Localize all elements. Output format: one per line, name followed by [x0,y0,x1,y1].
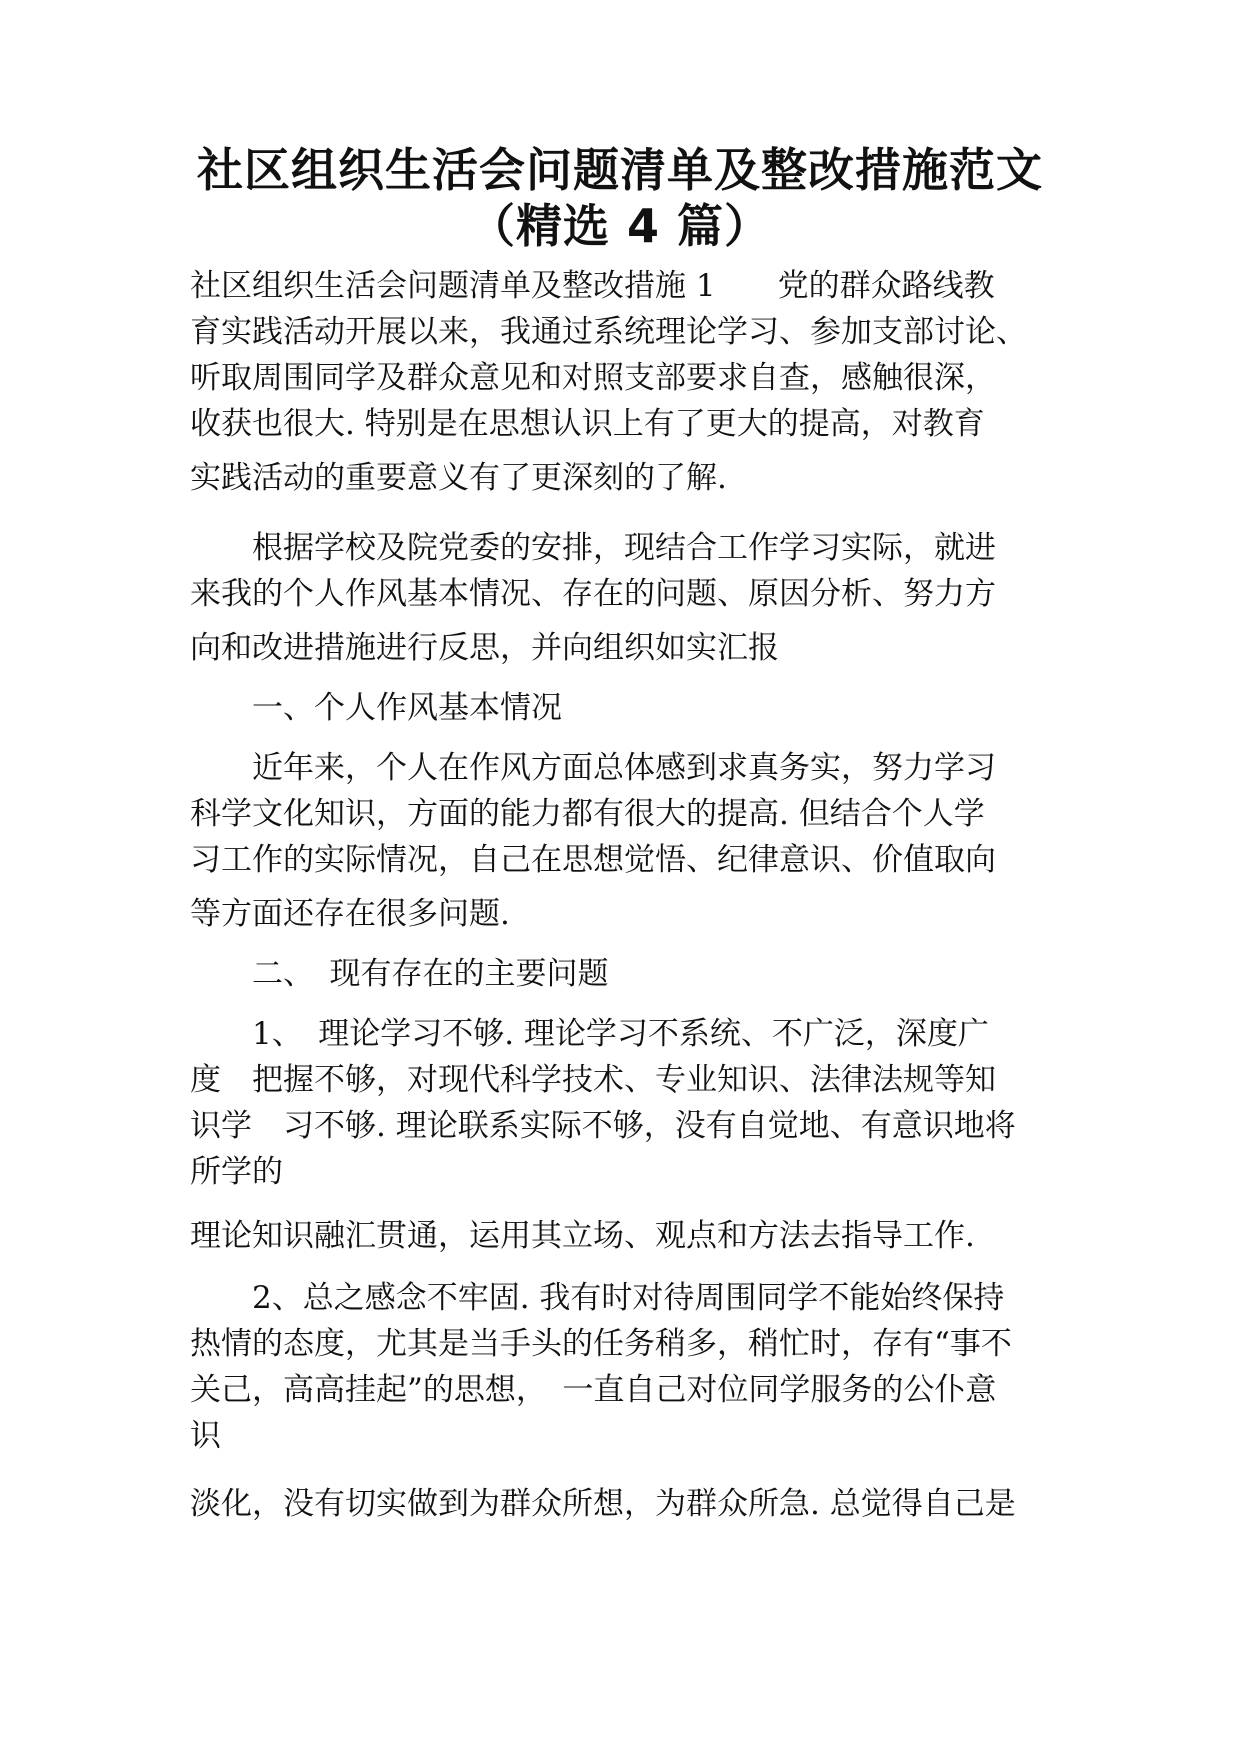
body-line: 淡化，没有切实做到为群众所想，为群众所急. 总觉得自己是 [190,1486,1016,1522]
section-heading: 二、 现有存在的主要问题 [190,956,609,992]
body-line: 听取周围同学及群众意见和对照支部要求自查，感触很深， [190,360,996,396]
body-line: 向和改进措施进行反思，并向组织如实汇报 [190,630,779,666]
body-line: 2、总之感念不牢固. 我有时对待周围同学不能始终保持 [190,1280,1005,1316]
body-line: 来我的个人作风基本情况、存在的问题、原因分析、努力方 [190,576,996,612]
body-line: 收获也很大. 特别是在思想认识上有了更大的提高，对教育 [190,406,985,442]
body-line: 科学文化知识，方面的能力都有很大的提高. 但结合个人学 [190,796,985,832]
body-line: 实践活动的重要意义有了更深刻的了解. [190,460,727,496]
body-line: 育实践活动开展以来，我通过系统理论学习、参加支部讨论、 [190,314,1027,350]
body-line: 根据学校及院党委的安排，现结合工作学习实际，就进 [190,530,996,566]
body-line: 热情的态度，尤其是当手头的任务稍多，稍忙时，存有“事不 [190,1326,1012,1362]
body-line: 识 [190,1418,221,1454]
body-line: 所学的 [190,1154,283,1190]
body-line: 社区组织生活会问题清单及整改措施 1 党的群众路线教 [190,268,995,304]
body-line: 习工作的实际情况，自己在思想觉悟、纪律意识、价值取向 [190,842,996,878]
document-title-line-2: （精选 4 篇） [468,199,772,253]
body-line: 理论知识融汇贯通，运用其立场、观点和方法去指导工作. [190,1218,975,1254]
body-line: 近年来，个人在作风方面总体感到求真务实，努力学习 [190,750,996,786]
body-line: 1、 理论学习不够. 理论学习不系统、不广泛，深度广 [190,1016,989,1052]
body-line: 等方面还存在很多问题. [190,896,510,932]
document-title-line-1: 社区组织生活会问题清单及整改措施范文 [197,143,1043,197]
body-line: 关己，高高挂起”的思想， 一直自己对位同学服务的公仆意 [190,1372,997,1408]
body-line: 度 把握不够，对现代科学技术、专业知识、法律法规等知 [190,1062,996,1098]
body-line: 识学 习不够. 理论联系实际不够，没有自觉地、有意识地将 [190,1108,1016,1144]
section-heading: 一、个人作风基本情况 [190,690,562,726]
